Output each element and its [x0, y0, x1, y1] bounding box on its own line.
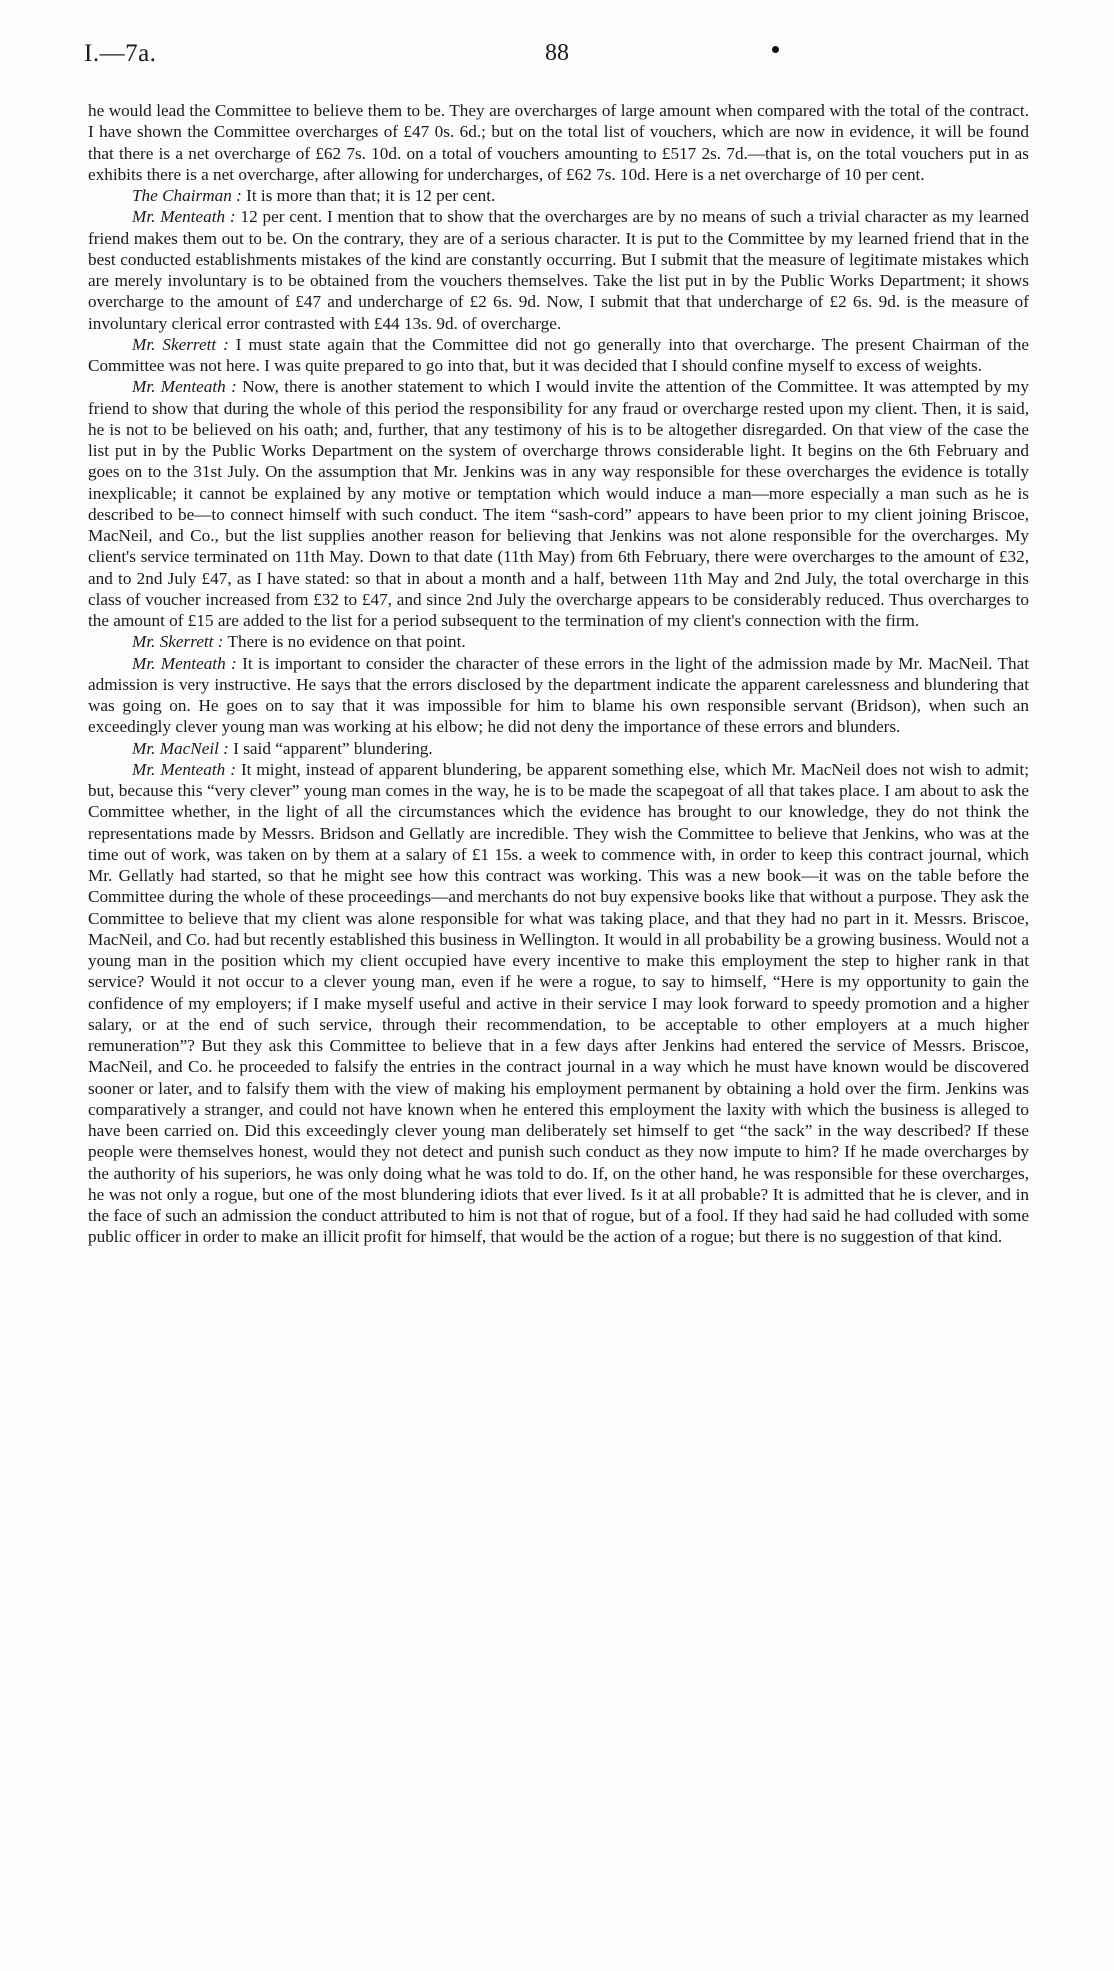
speaker-name: Mr. Menteath :: [132, 759, 236, 779]
speaker-name: The Chairman :: [132, 186, 242, 205]
paragraph: [88, 334, 1029, 377]
paragraph: [88, 631, 1029, 652]
ink-dot: [772, 46, 779, 53]
document-reference: I.—7a.: [84, 40, 157, 67]
speaker-name: Mr. MacNeil :: [132, 738, 229, 758]
speaker-name: Mr. Menteath :: [132, 207, 236, 227]
speaker-name: Mr. Skerrett :: [132, 334, 229, 354]
paragraph: [88, 206, 1029, 334]
speaker-name: Mr. Menteath :: [132, 653, 237, 673]
transcript-body: [88, 100, 1029, 1248]
paragraph-text: I must state again that the Committee did not go generally into that overcharge. The present Chairman of the Committee was not here. I was quite prepared to go into that, but it was decided that I should confine myself to excess of weights.: [88, 334, 1030, 375]
paragraph: [88, 759, 1029, 1248]
paragraph-text: 12 per cent. I mention that to show that the overcharges are by no means of such a trivial character as my learned friend makes them out to be. On the contrary, they are of a serious character. It is put to the Committee by my learned friend that in the best conducted establishments mistakes of the kind are constantly occurring. But I submit that the measure of legitimate mistakes which are merely involuntary is to be obtained from the vouchers themselves. Take the list put in by the Public Works Department; it shows overcharge to the amount of £47 and undercharge of £2 6s. 9d. Now, I submit that that undercharge of £2 6s. 9d. is the measure of involuntary clerical error contrasted with £44 13s. 9d. of overcharge.: [88, 207, 1029, 333]
page-number: 88: [545, 40, 569, 66]
page-header: [84, 40, 1030, 80]
paragraph: [88, 653, 1029, 738]
paragraph: [88, 738, 1029, 759]
paragraph-text: There is no evidence on that point.: [227, 632, 466, 652]
paragraph-text: I said “apparent” blundering.: [233, 738, 433, 758]
paragraph-text: It might, instead of apparent blundering, be apparent something else, which Mr. MacNeil does not wish to admit; but, because this “very clever” young man comes in the way, he is to be made the scapegoat of all that takes place. I am about to ask the Committee whether, in the light of all the circumstances which the evidence has brought to our knowledge, they do not think the representations made by Messrs. Bridson and Gellatly are incredible. They wish the Committee to believe that Jenkins, who was at the time out of work, was taken on by them at a salary of £1 15s. a week to commence with, in order to keep this contract journal, which Mr. Gellatly had started, so that he might see how this contract was working. This was a new book—it was on the table before the Committee during the whole of these proceedings—and merchants do not buy expensive books like that without a purpose. They ask the Committee to believe that my client was alone responsible for what was taking place, and that they had no part in it. Messrs. Briscoe, MacNeil, and Co. had but recently established this business in Wellington. It would in all probability be a growing business. Would not a young man in the position which my client occupied have every incentive to make this employment the step to higher rank in that service? Would it not occur to a clever young man, even if he were a rogue, to say to himself, “Here is my opportunity to gain the confidence of my employers; if I make myself useful and active in their service I may look forward to speedy promotion and a higher salary, or at the end of such service, through their recommendation, to be acceptable to other employers at a much higher remuneration”? But they ask this Committee to believe that in a few days after Jenkins had entered the service of Messrs. Briscoe, MacNeil, and Co. he proceeded to falsify the entries in the contract journal in a way which he must have known would be discovered sooner or later, and to falsify them with the view of making his employment permanent by obtaining a hold over the firm. Jenkins was comparatively a stranger, and could not have known when he entered this employment the laxity with which the business is alleged to have been carried on. Did this exceedingly clever young man deliberately set himself to get “the sack” in the way described? If these people were themselves honest, would they not detect and punish such conduct as they now impute to him? If he made overcharges by the authority of his superiors, he was only doing what he was told to do. If, on the other hand, he was responsible for these overcharges, he was not only a rogue, but one of the most blundering idiots that ever lived. Is it at all probable? It is admitted that he is clever, and in the face of such an admission the conduct attributed to him is not that of rogue, but of a fool. If they had said he had colluded with some public officer in order to make an illicit profit for himself, that would be the action of a rogue; but there is no suggestion of that kind.: [88, 759, 1030, 1247]
speaker-name: Mr. Skerrett :: [132, 632, 224, 652]
paragraph-text: he would lead the Committee to believe them to be. They are overcharges of large amount when compared with the total of the contract. I have shown the Committee overcharges of £47 0s. 6d.; but on the total list of vouchers, which are now in evidence, it will be found that there is a net overcharge of £62 7s. 10d. on a total of vouchers amounting to £517 2s. 7d.—that is, on the total vouchers put in as exhibits there is a net overcharge, after allowing for undercharges, of £62 7s. 10d. Here is a net overcharge of 10 per cent.: [88, 101, 1029, 184]
paragraph-text: It is more than that; it is 12 per cent.: [246, 186, 496, 205]
paragraph: [88, 376, 1029, 631]
paragraph-text: Now, there is another statement to which I would invite the attention of the Committee. It was attempted by my friend to show that during the whole of this period the responsibility for any fraud or overcharge rested upon my client. Then, it is said, he is not to be believed on his oath; and, further, that any testimony of his is to be altogether disregarded. On that view of the case the list put in by the Public Works Department on the system of overcharge throws considerable light. It begins on the 6th February and goes on to the 31st July. On the assumption that Mr. Jenkins was in any way responsible for these overcharges the evidence is totally inexplicable; it cannot be explained by any motive or temptation which would induce a man—more especially a man such as he is described to be—to connect himself with such conduct. The item “sash-cord” appears to have been prior to my client joining Briscoe, MacNeil, and Co., but the list supplies another reason for believing that Jenkins was not alone responsible for the overcharges. My client's service terminated on 11th May. Down to that date (11th May) from 6th February, there were overcharges to the amount of £32, and to 2nd July £47, as I have stated: so that in about a month and a half, between 11th May and 2nd July, the total overcharge in this class of voucher increased from £32 to £47, and since 2nd July the overcharge appears to be considerably reduced. Thus overcharges to the amount of £15 are added to the list for a period subsequent to the termination of my client's connection with the firm.: [88, 377, 1030, 630]
paragraph: [88, 100, 1029, 185]
paragraph: [88, 185, 1029, 206]
speaker-name: Mr. Menteath :: [132, 377, 237, 397]
paragraph-text: It is important to consider the character of these errors in the light of the admission made by Mr. MacNeil. That admission is very instructive. He says that the errors disclosed by the department indicate the apparent carelessness and blundering that was going on. He goes on to say that it was impossible for him to blame his own responsible servant (Bridson), when such an exceedingly clever young man was working at his elbow; he did not deny the importance of these errors and blunders.: [88, 653, 1029, 737]
